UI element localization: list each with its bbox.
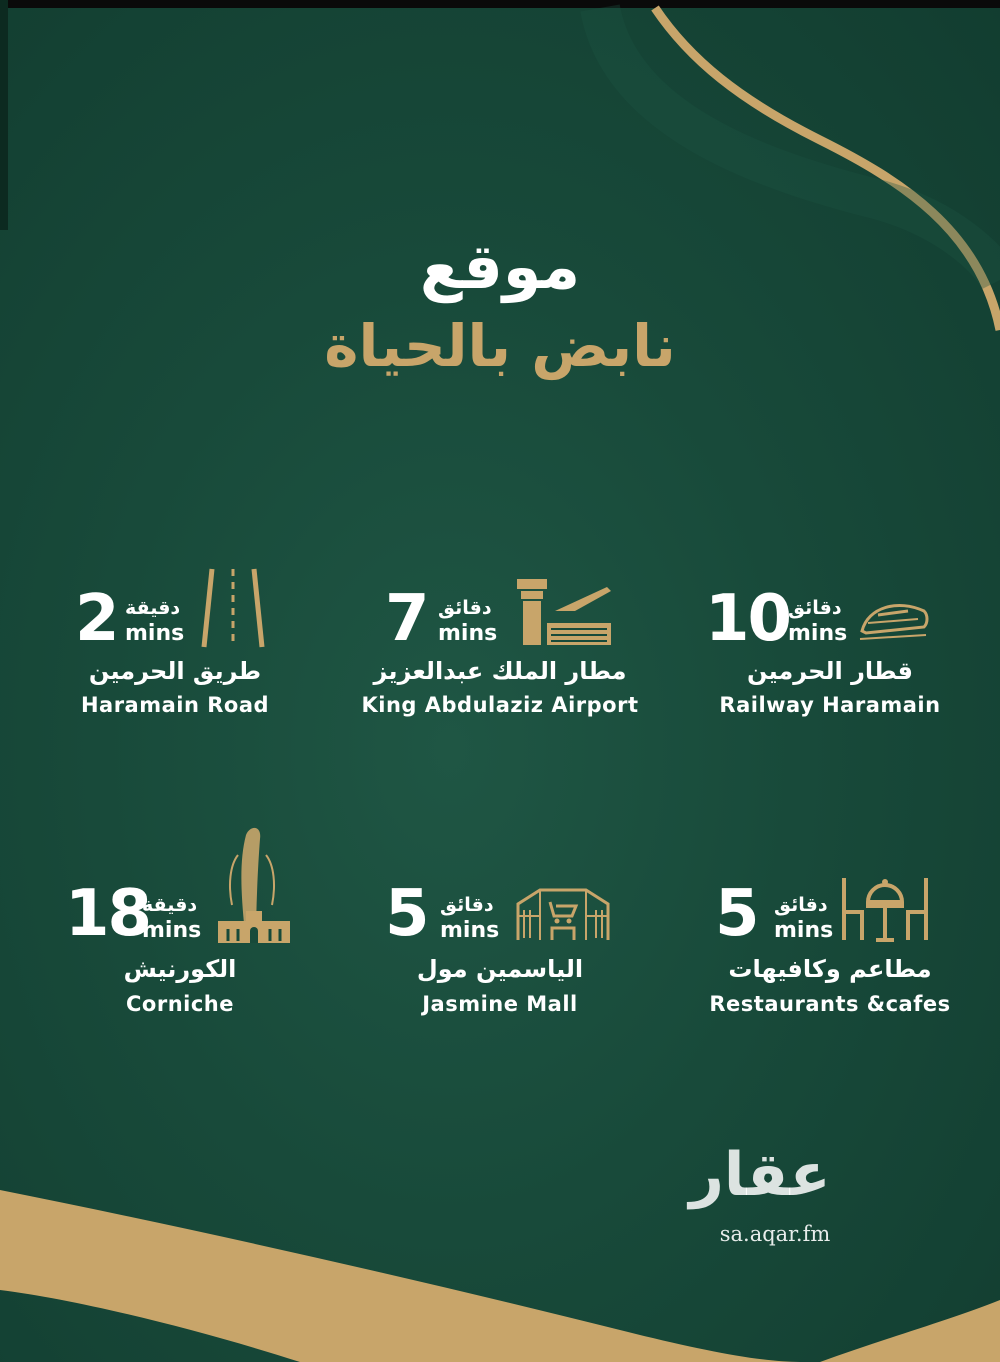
minutes-number: 18 xyxy=(65,877,151,951)
fountain-icon xyxy=(216,825,292,945)
restaurant-icon xyxy=(840,876,930,942)
minutes-unit-en: mins xyxy=(788,621,848,646)
minutes-unit-en: mins xyxy=(774,918,834,943)
item-haramain-road xyxy=(35,575,315,765)
item-airport xyxy=(360,575,640,765)
destination-name-ar: مطار الملك عبدالعزيز xyxy=(373,657,627,685)
minutes-number: 2 xyxy=(75,582,118,656)
destination-name-en: Railway Haramain xyxy=(719,693,941,717)
destination-name-ar: الكورنيش xyxy=(123,955,237,983)
minutes-unit-ar: دقائق xyxy=(788,597,842,619)
train-icon xyxy=(858,593,930,643)
road-icon xyxy=(200,567,266,651)
minutes-unit-en: mins xyxy=(440,918,500,943)
subheadline: نابض بالحياة xyxy=(324,312,676,380)
watermark-url: sa.aqar.fm xyxy=(719,1222,831,1246)
destination-name-en: Corniche xyxy=(126,992,234,1016)
destination-name-ar: مطاعم وكافيهات xyxy=(728,955,932,983)
item-jasmine-mall xyxy=(360,870,640,1060)
destination-name-en: King Abdulaziz Airport xyxy=(361,693,639,717)
minutes-unit-ar: دقائق xyxy=(438,597,492,619)
destination-name-en: Jasmine Mall xyxy=(422,992,578,1016)
minutes-number: 10 xyxy=(705,582,791,656)
item-restaurants xyxy=(690,870,970,1060)
destination-name-ar: الياسمين مول xyxy=(416,955,584,983)
minutes-unit-en: mins xyxy=(125,621,185,646)
item-corniche xyxy=(40,870,320,1060)
headline: موقع xyxy=(419,230,581,303)
minutes-number: 5 xyxy=(715,877,758,951)
watermark-logo: عقار xyxy=(689,1140,831,1210)
destination-name-en: Restaurants &cafes xyxy=(709,992,951,1016)
minutes-number: 7 xyxy=(385,582,428,656)
destination-name-ar: طريق الحرمين xyxy=(88,657,262,685)
minutes-unit-ar: دقيقة xyxy=(142,894,198,916)
minutes-unit-ar: دقائق xyxy=(440,894,494,916)
mall-icon xyxy=(516,880,610,942)
minutes-number: 5 xyxy=(385,877,428,951)
minutes-unit-en: mins xyxy=(438,621,498,646)
minutes-unit-en: mins xyxy=(142,918,202,943)
minutes-unit-ar: دقيقة xyxy=(125,597,181,619)
item-railway-haramain xyxy=(690,575,970,765)
minutes-unit-ar: دقائق xyxy=(774,894,828,916)
destination-name-ar: قطار الحرمين xyxy=(747,657,913,685)
destination-name-en: Haramain Road xyxy=(80,693,270,717)
airport-icon xyxy=(515,577,615,649)
